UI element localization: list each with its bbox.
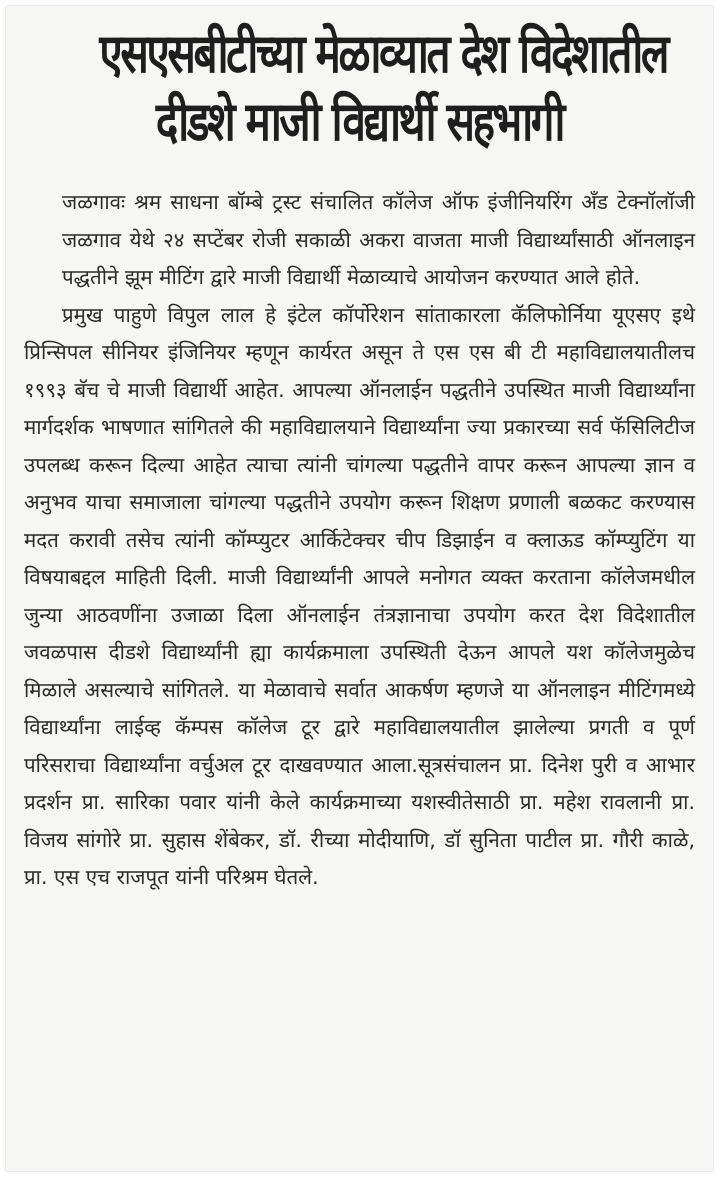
article-paragraph-1: जळगावः श्रम साधना बॉम्बे ट्रस्ट संचालित कॉलेज ऑफ इंजीनियरिंग अँड टेक्नॉलॉजी जळगाव येथे २४ सप्टेंबर रोजी सकाळी अकरा वाजता माजी विद्यार्थ्यांसाठी ऑनलाइन पद्धतीने झूम मीटिंग द्वारे माजी विद्यार्थी मेळाव्याचे आयोजन करण्यात आले होते. xyxy=(62,190,695,289)
article-paragraph-2: प्रमुख पाहुणे विपुल लाल हे इंटेल कॉर्पोरेशन सांताकारला कॅलिफोर्निया यूएसए इथे प्रिन्सिपल सीनियर इंजिनियर म्हणून कार्यरत असून ते एस एस बी टी महाविद्यालयातीलच १९९३ बॅच चे माजी विद्यार्थी आहेत. आपल्या ऑनलाईन पद्धतीने उपस्थित माजी विद्यार्थ्यांना मार्गदर्शक भाषणात सांगितले की महाविद्यालयाने विद्यार्थ्यांना ज्या प्रकारच्या सर्व फॅसिलिटीज उपलब्ध करून दिल्या आहेत त्याचा त्यांनी चांगल्या पद्धतीने वापर करून आपल्या ज्ञान व अनुभव याचा समाजाला चांगल्या पद्धतीने उपयोग करून शिक्षण प्रणाली बळकट करण्यास मदत करावी तसेच त्यांनी कॉम्प्युटर आर्किटेक्चर चीप डिझाईन व क्लाऊड कॉम्प्युटिंग या विषयाबद्दल माहिती दिली. माजी विद्यार्थ्यांनी आपले मनोगत व्यक्त करताना कॉलेजमधील जुन्या आठवणींना उजाळा दिला ऑनलाईन तंत्रज्ञानाचा उपयोग करत देश विदेशातील जवळपास दीडशे विद्यार्थ्यांनी ह्या कार्यक्रमाला उपस्थिती देऊन आपले यश कॉलेजमुळेच मिळाले असल्याचे सांगितले. या मेळावाचे सर्वात आकर्षण म्हणजे या ऑनलाइन मीटिंगमध्ये विद्यार्थ्यांना लाईव्ह कॅम्पस कॉलेज टूर द्वारे महाविद्यालयातील झालेल्या प्रगती व पूर्ण परिसराचा विद्यार्थ्यांना वर्चुअल टूर दाखवण्यात आला.सूत्रसंचालन प्रा. दिनेश पुरी व आभार प्रदर्शन प्रा. सारिका पवार यांनी केले कार्यक्रमाच्या यशस्वीतेसाठी प्रा. महेश रावलानी प्रा. विजय सांगोरे प्रा. सुहास शेंबेकर, डॉ. रीच्या मोदीयाणि, डॉ सुनिता पाटील प्रा. गौरी काळे, प्रा. एस एच राजपूत यांनी परिश्रम घेतले. xyxy=(24,302,695,889)
headline xyxy=(84,20,668,170)
newspaper-clipping xyxy=(6,6,713,1171)
article-body xyxy=(24,184,695,897)
headline-line-1: एसएसबीटीच्या मेळाव्यात देश विदेशातील xyxy=(99,22,668,85)
headline-line-2: दीडशे माजी विद्यार्थी सहभागी xyxy=(155,90,564,153)
